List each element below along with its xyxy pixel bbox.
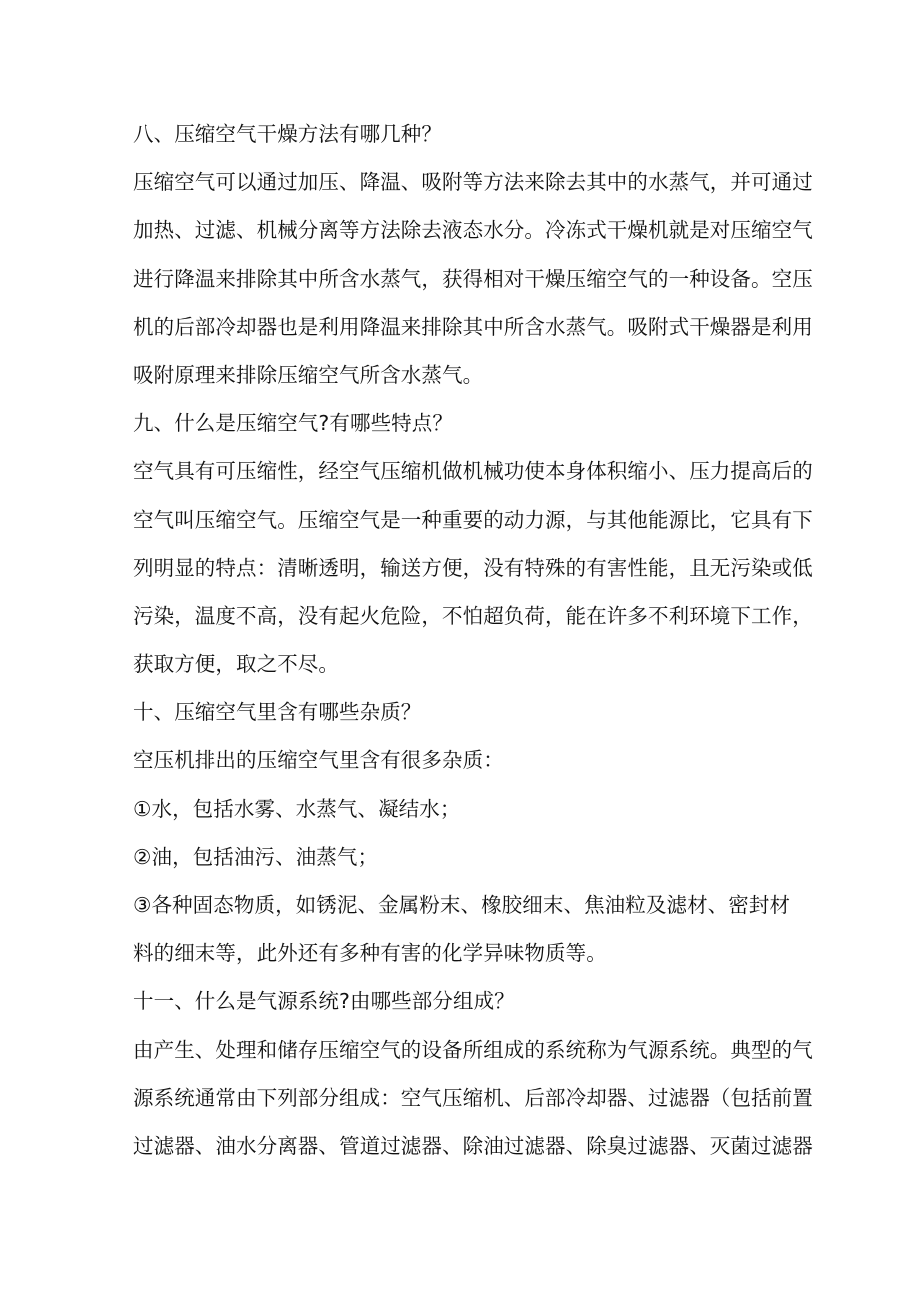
list-item: ①水，包括水雾、水蒸气、凝结水； (133, 796, 461, 821)
paragraph-line: 由产生、处理和储存压缩空气的设备所组成的系统称为气源系统。典型的气 (133, 1037, 813, 1062)
list-item: ②油，包括油污、油蒸气； (133, 844, 379, 869)
section-heading: 十一、什么是气源系统?由哪些部分组成？ (133, 989, 515, 1014)
paragraph-line: 空气具有可压缩性，经空气压缩机做机械功使本身体积缩小、压力提高后的 (133, 459, 813, 484)
paragraph-line: 进行降温来排除其中所含水蒸气，获得相对干燥压缩空气的一种设备。空压 (133, 266, 813, 291)
paragraph-line: 过滤器、油水分离器、管道过滤器、除油过滤器、除臭过滤器、灭菌过滤器 (133, 1133, 813, 1158)
paragraph-line: 机的后部冷却器也是利用降温来排除其中所含水蒸气。吸附式干燥器是利用 (133, 314, 813, 339)
paragraph-line: 列明显的特点：清晰透明，输送方便，没有特殊的有害性能，且无污染或低 (133, 555, 813, 580)
section-heading: 九、什么是压缩空气?有哪些特点？ (133, 411, 453, 436)
section-heading: 十、压缩空气里含有哪些杂质？ (133, 700, 422, 725)
paragraph-line: 吸附原理来排除压缩空气所含水蒸气。 (133, 362, 484, 387)
list-item: ③各种固态物质，如锈泥、金属粉末、橡胶细末、焦油粒及滤材、密封材 (133, 893, 791, 917)
document-body (133, 110, 813, 1170)
paragraph-line: 空气叫压缩空气。压缩空气是一种重要的动力源，与其他能源比，它具有下 (133, 507, 813, 532)
list-item-continuation: 料的细末等，此外还有多种有害的化学异味物质等。 (133, 941, 607, 966)
paragraph-line: 空压机排出的压缩空气里含有很多杂质： (133, 748, 504, 773)
paragraph-line: 压缩空气可以通过加压、降温、吸附等方法来除去其中的水蒸气，并可通过 (133, 170, 813, 195)
section-heading: 八、压缩空气干燥方法有哪几种？ (133, 122, 442, 146)
paragraph-line: 源系统通常由下列部分组成：空气压缩机、后部冷却器、过滤器（包括前置 (133, 1085, 813, 1110)
paragraph-line: 加热、过滤、机械分离等方法除去液态水分。冷冻式干燥机就是对压缩空气 (133, 218, 813, 243)
paragraph-line: 污染，温度不高，没有起火危险，不怕超负荷，能在许多不利环境下工作， (133, 603, 813, 628)
paragraph-line: 获取方便，取之不尽。 (133, 652, 339, 677)
